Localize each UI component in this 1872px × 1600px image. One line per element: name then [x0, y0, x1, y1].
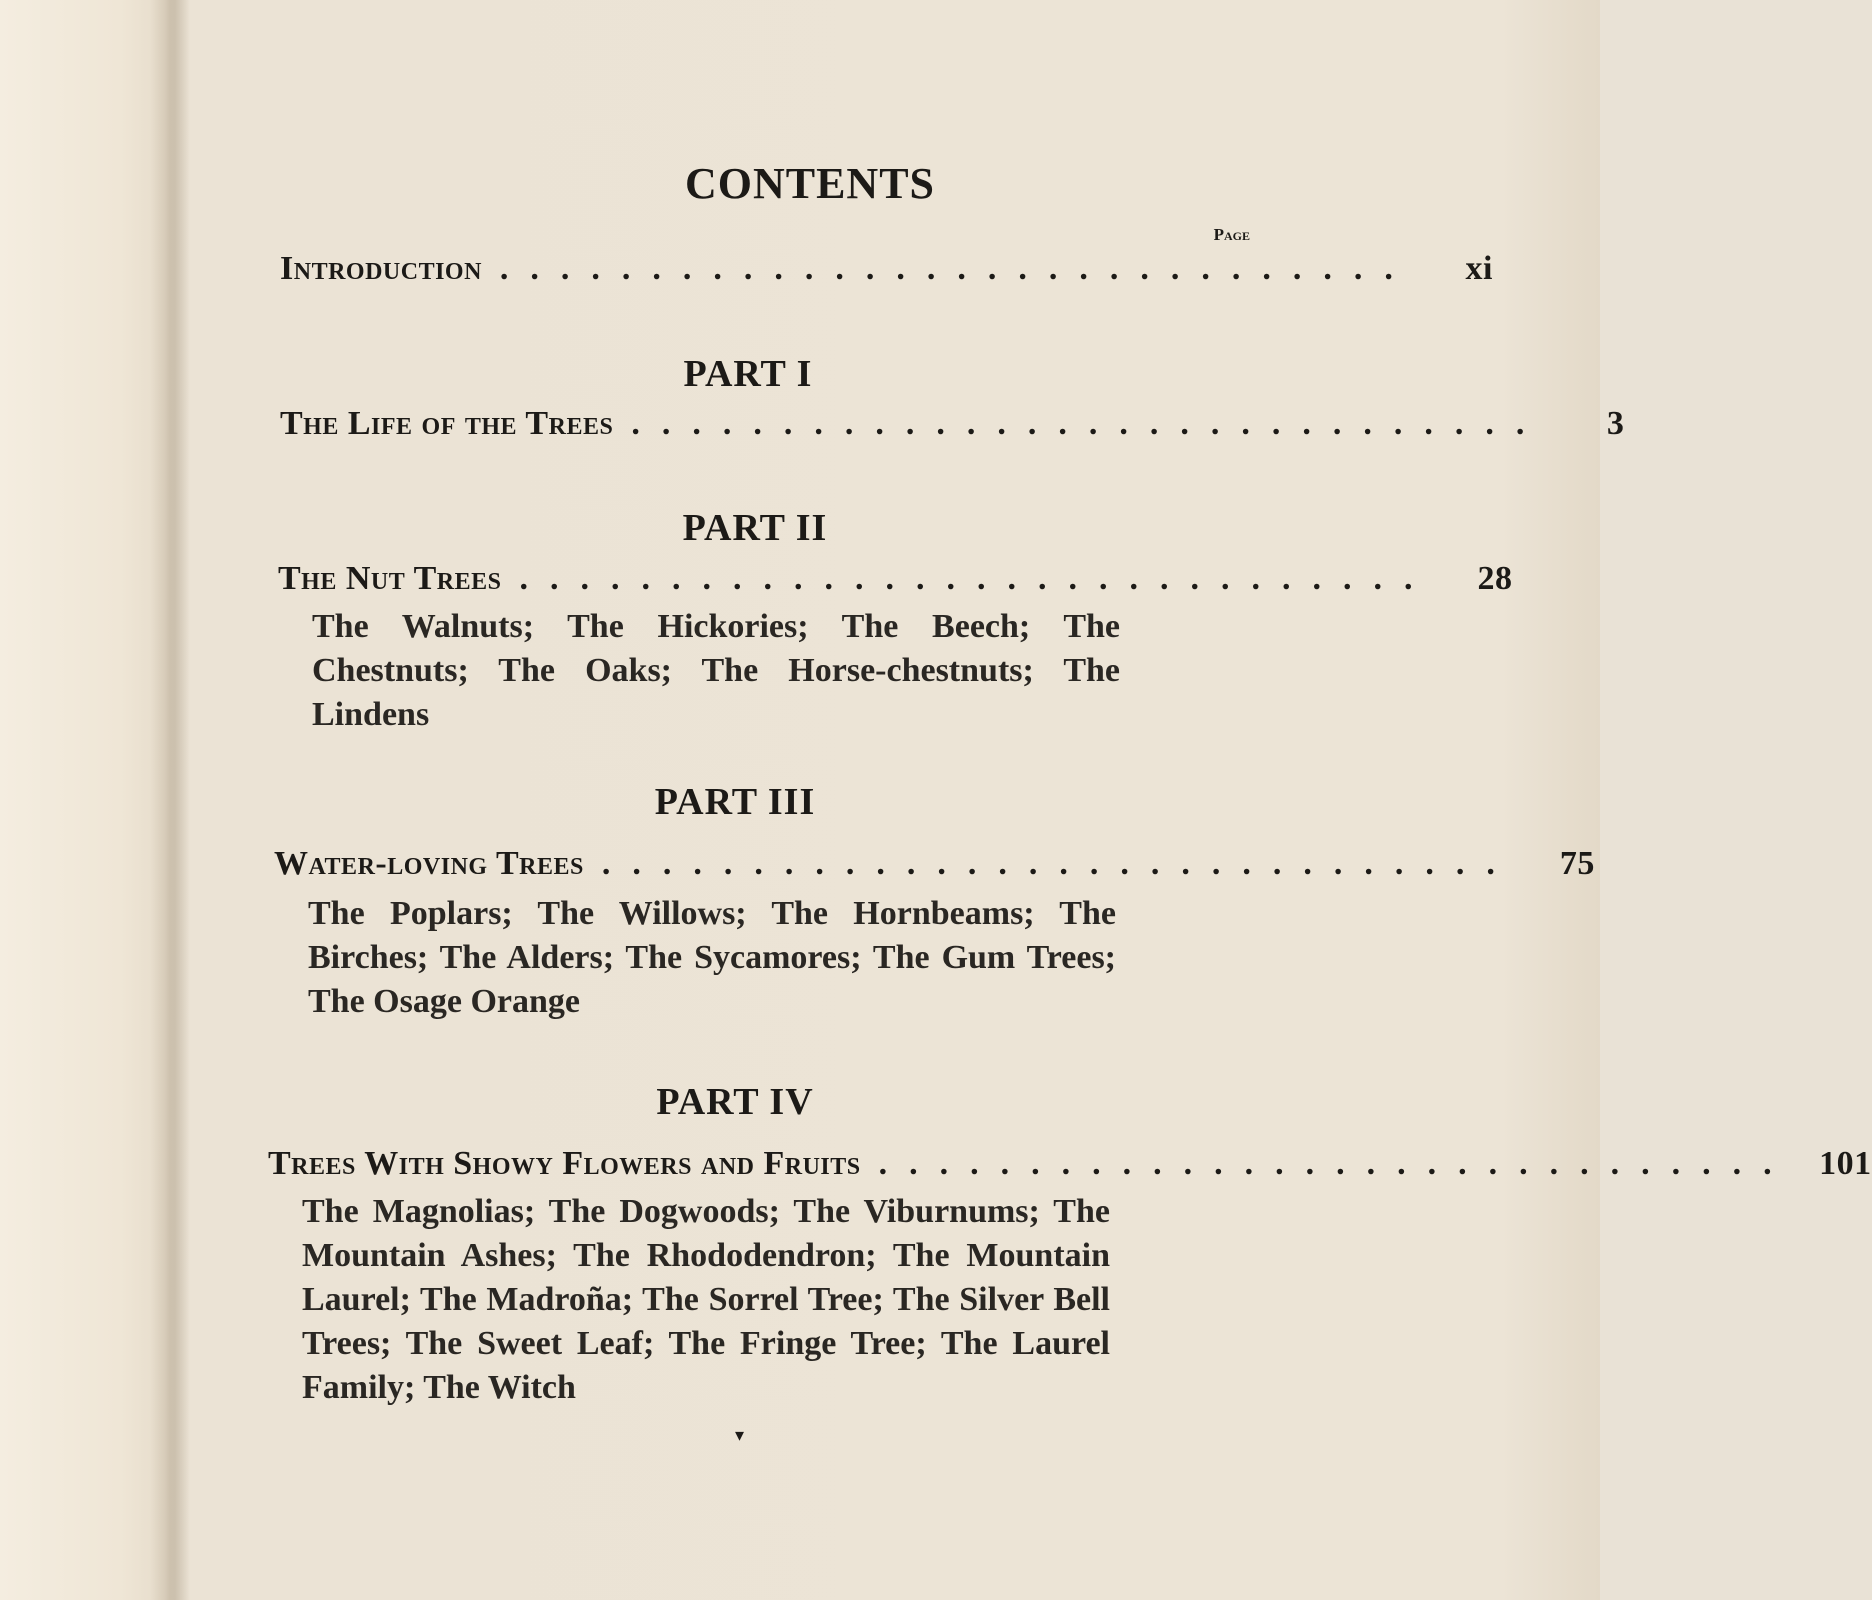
page-footer-mark: ▾ [735, 1425, 745, 1445]
dot-leader: .............................. [499, 250, 1415, 287]
contents-title: CONTENTS [684, 159, 936, 208]
part-subtopics: The Poplars; The Willows; The Hornbeams; The Birches; The Alders; The Sycamores; The Gum Trees; The Osage Orange [308, 895, 1116, 1020]
toc-entry-introduction [280, 250, 1493, 288]
entry-title: The Nut Trees [278, 560, 502, 597]
entry-title: Trees With Showy Flowers and Fruits [268, 1145, 861, 1182]
toc-entry-part-1 [280, 405, 1625, 443]
entry-page-number: 28 [1477, 560, 1513, 597]
page-column-label: Page [1213, 225, 1250, 244]
dot-leader: .............................. [519, 560, 1435, 597]
dot-leader: .............................. [878, 1145, 1794, 1182]
part-subtopics: The Magnolias; The Dogwoods; The Viburnums; The Mountain Ashes; The Rhododendron; The Mountain Laurel; The Madroña; The Sorrel Tree; The Silver Bell Trees; The Sweet Leaf; The Fringe Tree; The Laurel Family; The Witch [302, 1193, 1110, 1406]
dot-leader: .............................. [601, 845, 1517, 882]
part-heading: PART IV [656, 1081, 814, 1123]
part-heading: PART III [654, 781, 816, 823]
entry-page-number: 3 [1606, 405, 1625, 442]
contents-page [180, 0, 1872, 1600]
entry-title: Introduction [280, 250, 482, 287]
dot-leader: .............................. [631, 405, 1547, 442]
entry-page-number: 75 [1559, 845, 1595, 882]
toc-entry-part-2 [278, 560, 1513, 598]
part-subtopics: The Walnuts; The Hickories; The Beech; The Chestnuts; The Oaks; The Horse-chestnuts; The Lindens [312, 608, 1120, 733]
toc-entry-part-3 [274, 845, 1595, 883]
entry-title: The Life of the Trees [280, 405, 614, 442]
toc-entry-part-4 [268, 1145, 1872, 1183]
entry-page-number: 101 [1819, 1145, 1872, 1182]
part-heading: PART I [683, 353, 813, 395]
part-heading: PART II [682, 507, 828, 549]
entry-title: Water-loving Trees [274, 845, 584, 882]
entry-page-number: xi [1465, 250, 1493, 287]
